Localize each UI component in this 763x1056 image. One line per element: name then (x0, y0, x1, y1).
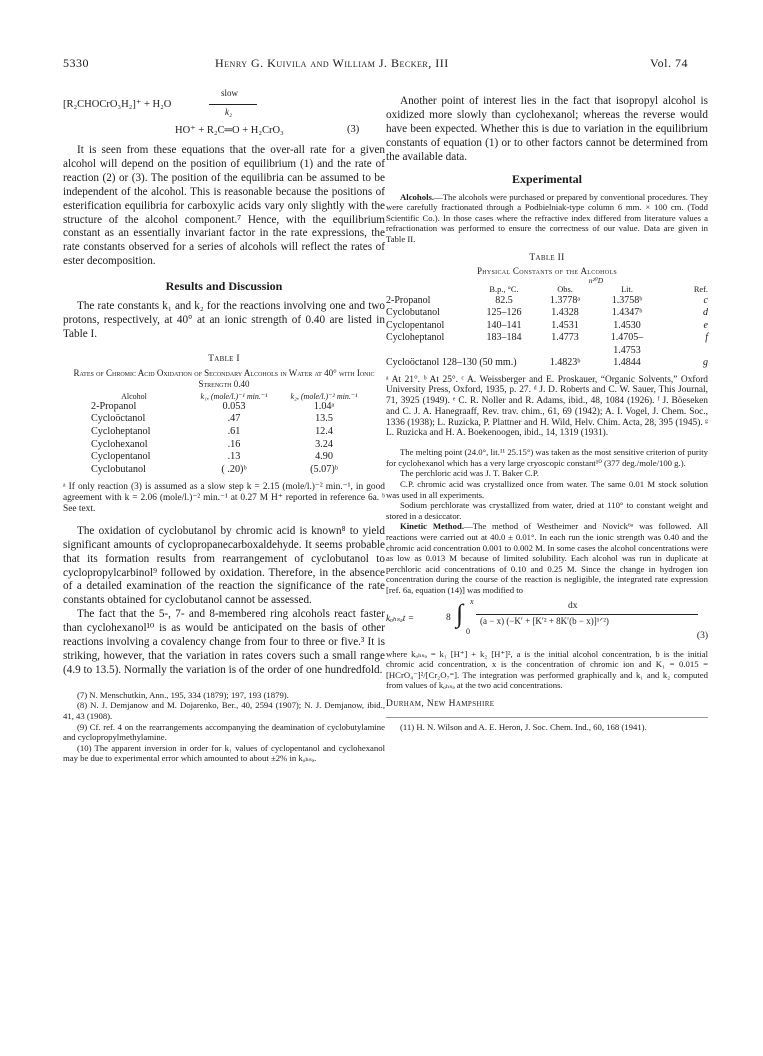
table-row (386, 332, 708, 345)
alcohols-text: —The alcohols were purchased or prepared by conventional procedures. They were carefully fractionated through a Podbielniak-type column 6 mm. × 100 cm. (Todd Scientific Co.). In those cases where the refractive index differed from literature values a refractionation was performed to ensure the correctness of our value. Data are given in Table II. (386, 191, 708, 244)
table2-cell: 1.4844 (613, 357, 641, 368)
table2-cell: Cyclopentanol (386, 319, 445, 331)
table1-cell: 12.4 (315, 426, 333, 438)
results-heading: Results and Discussion (165, 279, 283, 294)
table2-title: Physical Constants of the Alcohols (476, 265, 618, 276)
table2-cell: Cycloöctanol 128–130 (50 mm.) (386, 357, 517, 368)
table1-cell: Cyclopentanol (91, 451, 151, 463)
integral-upper-limit: x (470, 596, 474, 606)
table2-cell: c (703, 294, 708, 306)
table1-cell: .47 (227, 413, 241, 425)
table2-cell: g (703, 357, 708, 368)
paragraph-kinetic-method (386, 521, 708, 595)
table2-cell: 125–126 (486, 307, 522, 318)
table-row (386, 307, 708, 320)
table-row (386, 357, 708, 370)
table2-cell: 1.4530 (613, 319, 641, 331)
table-row (386, 320, 708, 333)
footnote-10: (10) The apparent inversion in order for k₁ values of cyclopentanol and cyclohexanol may be due to experimental error which amounted to about ±2% in kₒₕₛₔ. (63, 742, 385, 764)
table1-cell: 13.5 (315, 413, 333, 425)
integral-lower-limit: 0 (466, 626, 470, 636)
alcohols-lead: Alcohols. (400, 191, 435, 202)
footnote-divider (386, 717, 708, 718)
equation-numerator: dx (568, 600, 578, 611)
table1 (79, 392, 369, 477)
table-row (79, 464, 369, 477)
equation-coef: 8 (446, 612, 451, 623)
experimental-heading: Experimental (512, 171, 582, 186)
table2-cell: 82.5 (495, 294, 513, 306)
table-row (386, 345, 708, 358)
table1-cell: Cycloöctanol (91, 413, 146, 425)
table2-col-obs: Obs. (557, 284, 573, 294)
table1-cell: 1.04ᵃ (313, 400, 335, 412)
table2-cell: 1.4328 (551, 307, 579, 318)
table2-col-ref: Ref. (693, 284, 708, 294)
paragraph-sodium: Sodium perchlorate was crystallized from water, dried at 110° to constant weight and stored in a desiccator. (386, 500, 708, 521)
running-head-authors: Henry G. Kuivila and William J. Becker, III (215, 56, 449, 70)
table1-cell: Cycloheptanol (91, 426, 151, 438)
paragraph-equilibrium: It is seen from these equations that the over-all rate for a given alcohol will depend on the position of equilibrium (1) and the rate of reaction (2) or (3). The position of the equilibria can be assumed to be independent of the alcohol. This is reasonable because the positions of esterification equilibria for carboxylic acids vary only slightly with the structure of the alcohol component.⁷ Hence, with the equilibrium constant as an essentially invariant factor in the rate expressions, the rate constants observed for a series of alcohols will reflect the rates of ester decomposition. (63, 144, 385, 268)
table2-cell (474, 345, 534, 358)
table1-cell: (5.07)ᵇ (310, 463, 338, 475)
reaction-arrow (209, 104, 257, 105)
paragraph-cyclobutanol: The oxidation of cyclobutanol by chromic acid is known⁸ to yield significant amounts of cyclopropanecarboxaldehyde. It seems probable that its formation results from rearrangement of cyclobutanol to cyclopropylcarbinol⁹ followed by oxidation. Therefore, in the absence of a detailed examination of the reaction the significance of the rate constants obtained for cyclobutanol cannot be assessed. (63, 524, 385, 607)
table1-cell: 0.053 (222, 400, 246, 412)
footnotes (63, 690, 385, 764)
table-row (79, 439, 369, 452)
right-column (386, 95, 708, 733)
fraction-bar (476, 614, 698, 615)
paragraph-chromic: C.P. chromic acid was crystallized once from water. The same 0.01 M stock solution was used in all experiments. (386, 479, 708, 500)
table1-col-k1: k₁, (mole/l.)⁻¹ min.⁻¹ (200, 391, 268, 401)
table2-cell: e (703, 319, 708, 331)
table1-cell: ( .20)ᵇ (221, 463, 247, 475)
kinetic-lead: Kinetic Method. (400, 521, 464, 532)
table2-col-lit: Lit. (621, 284, 633, 294)
integral-sign: ∫ (456, 598, 464, 628)
table1-footnote: ᵃ If only reaction (3) is assumed as a slow step k = 2.15 (mole/l.)⁻² min.⁻¹, in good agreement with k = 2.06 (mole/l.)⁻² min.⁻¹ at 0.27 M H⁺ reported in reference 6a. ᵇ See text. (63, 482, 385, 515)
table2-cell (534, 345, 596, 358)
table2-nd-row (386, 277, 708, 285)
footnote-9: (9) Cf. ref. 4 on the rearrangements accompanying the deamination of cyclobutylamine and cyclopropylmethylamine. (63, 721, 385, 743)
table1-cell: 2-Propanol (91, 400, 137, 412)
table2-cell: 1.4823ᵇ (549, 357, 581, 368)
table1-title: Rates of Chromic Acid Oxidation of Secondary Alcohols in Water at 40° with Ionic Strength 0.40 (73, 367, 375, 389)
table1-cell: .16 (227, 438, 241, 450)
paragraph-rate-constants: The rate constants k₁ and k₂ for the reactions involving one and two protons, respectively, at 40° at an ionic strength of 0.40 are listed in Table I. (63, 300, 385, 340)
footnote-7: (7) N. Menschutkin, Ann., 195, 334 (1879); 197, 193 (1879). (77, 689, 289, 700)
table-row (79, 451, 369, 464)
table1-col-k2: k₂, (mole/l.)⁻² min.⁻¹ (290, 391, 358, 401)
rate-equation (386, 596, 708, 643)
table2-cell: Cycloheptanol (386, 332, 445, 343)
paragraph-melting-point: The melting point (24.0°, lit.¹¹ 25.15°) was taken as the most sensitive criterion of purity for cyclohexanol which has a very large cryoscopic constant¹⁰ (377 deg./mole/100 g.). (386, 447, 708, 468)
table1-cell: Cyclohexanol (91, 438, 148, 450)
table2-cell: 1.4705– (610, 332, 644, 343)
table2-cell: d (703, 307, 708, 318)
paragraph-where: where kₒₕₛₔ = k₁ [H⁺] + k₂ [H⁺]², a is the initial alcohol concentration, b is the initial chromic acid concentration, x is the concentration of chromic ion and K₁ = 0.015 = [HCrO₄⁻]²/[Cr₂O₇⁼]. The integration was performed graphically and k₁ and k₂ computed from values of kₒₕₛₔ at the two acid concentrations. (386, 648, 708, 691)
table-row (79, 413, 369, 426)
table-row (79, 401, 369, 414)
table2-cell: 1.4531 (551, 319, 579, 331)
reaction-number: (3) (347, 124, 360, 135)
reaction-rhs: HO⁺ + R₂C═O + H₂CrO₃ (175, 125, 284, 136)
table1-col-alcohol: Alcohol (121, 391, 147, 401)
table2-footnote: ᵃ At 21°. ᵇ At 25°. ᶜ A. Weissberger and E. Proskauer, “Organic Solvents,” Oxford University Press, Oxford, 1935, p. 27. ᵈ J. D. Roberts and C. W. Sauer, This Journal, 71, 3925 (1949). ᵉ C. R. Noller and R. Adams, ibid., 48, 1084 (1926). ᶠ J. Böeseken and C. J. A. Hanegraaff, Rev. trav. chim., 61, 69 (1942); A. I. Vogel, J. Chem. Soc., 1336 (1938); L. Ruzicka, P. Plattner and H. Wild, Helv. Chim. Acta, 28, 395 (1945). ᵍ L. Ruzicka and H. A. Boekenoogen, ibid., 14, 1319 (1931). (386, 374, 708, 439)
table2 (386, 277, 708, 370)
table2-nd-header: n²⁰D (588, 275, 604, 285)
footnote-8: (8) N. J. Demjanow and M. Dojarenko, Ber., 40, 2594 (1907); N. J. Demjanow, ibid., 41, 43 (1908). (63, 700, 385, 721)
table2-cell: 1.3778ᵃ (549, 294, 581, 306)
reaction-scheme (63, 90, 385, 144)
left-column (63, 90, 385, 764)
table2-cell (386, 345, 474, 358)
reaction-lhs: [R₂CHOCrO₃H₂]⁺ + H₂O (63, 99, 172, 110)
paragraph-perchloric: The perchloric acid was J. T. Baker C.P. (400, 468, 539, 479)
table2-label: Table II (529, 252, 565, 263)
table2-cell: 1.4753 (613, 344, 641, 356)
kinetic-text: —The method of Westheimer and Novick⁶ᵃ was followed. All reactions were carried out at 40.0 ± 0.01°. In each run the ionic strength was 0.40 and the chromic acid concentration 0.001 to 0.002 M. In some cases the alcohol concentrations were as low as 0.013 M because of limited solubility. Each alcohol was run in duplicate at perchloric acid concentrations of 0.10 and 0.25 M. Since the change in hydrogen ion concentration during the course of the reaction is negligible, the integrated rate expression [ref. 6a, equation (14)] was modified to (386, 521, 709, 595)
table1-header-row (79, 392, 369, 401)
table-row (386, 295, 708, 308)
arrow-label-k2: k₂ (225, 107, 233, 117)
paragraph-alcohols (386, 192, 708, 245)
volume-label: Vol. 74 (650, 56, 688, 70)
table1-cell: Cyclobutanol (91, 463, 146, 475)
page-number: 5330 (63, 56, 89, 70)
table1-cell: .61 (227, 426, 241, 438)
table2-cell: 183–184 (486, 332, 522, 343)
footnote-11: (11) H. N. Wilson and A. E. Heron, J. Soc. Chem. Ind., 60, 168 (1941). (400, 721, 647, 732)
equation-number: (3) (696, 630, 708, 641)
table2-header-row (386, 285, 708, 295)
table-row (79, 426, 369, 439)
table2-cell: f (705, 332, 708, 343)
affiliation-place: Durham, New Hampshire (386, 698, 495, 709)
table2-cell: 2-Propanol (386, 294, 431, 306)
table1-cell: 4.90 (315, 451, 333, 463)
table1-cell: .13 (227, 451, 241, 463)
table2-cell: 1.4773 (551, 332, 579, 343)
table2-cell: 1.3758ᵇ (611, 294, 643, 306)
equation-denominator: (a − x) (−K′ + [K′² + 8K′(b − x)]¹ᐟ²) (480, 615, 609, 626)
table1-label: Table I (208, 353, 240, 364)
table2-col-bp: B.p., °C. (489, 284, 519, 294)
equation-lhs: kₒₕₛₔt = (386, 613, 415, 624)
table2-cell: 140–141 (486, 319, 522, 331)
table2-cell: 1.4347ᵇ (611, 307, 643, 318)
arrow-label-slow: slow (221, 88, 239, 98)
paragraph-ring-alcohols: The fact that the 5-, 7- and 8-membered ring alcohols react faster than cyclohexanol¹⁰ is as would be anticipated on the basis of other reactions involving a covalency change from four to three or five.³ It is striking, however, that the variation in rates covers such a small range (4.9 to 13.5). Normally the variation is of the order of one hundredfold. (63, 608, 385, 676)
paragraph-isopropyl: Another point of interest lies in the fact that isopropyl alcohol is oxidized more slowly than cyclohexanol; whereas the reverse would have been expected. Whether this is due to variation in the equilibrium constants of equation (1) or to other factors cannot be determined from the available data. (386, 95, 708, 163)
table1-cell: 3.24 (315, 438, 333, 450)
table2-cell (658, 345, 708, 358)
table2-cell: Cyclobutanol (386, 307, 440, 318)
